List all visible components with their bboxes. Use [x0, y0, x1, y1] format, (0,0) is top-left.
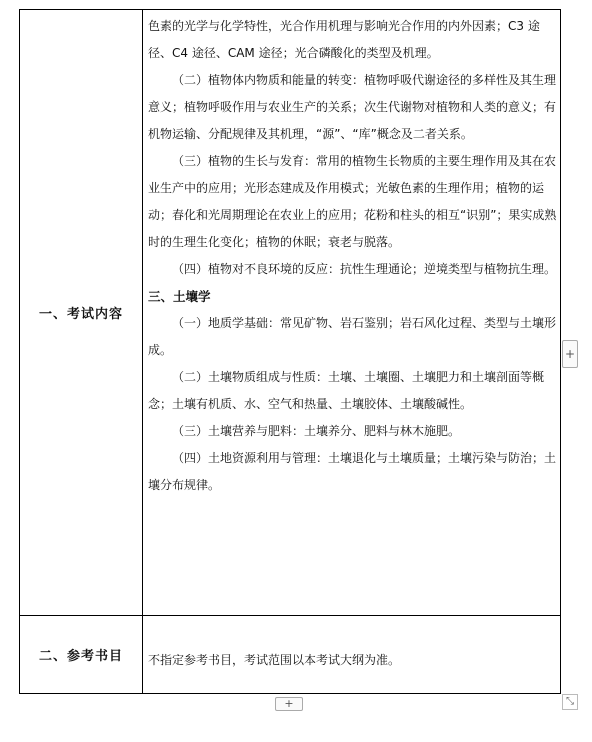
resize-handle-icon[interactable]: ⤡ [562, 694, 578, 710]
content-paragraph: （四）植物对不良环境的反应：抗性生理通论；逆境类型与植物抗生理。 [172, 262, 557, 276]
row-label-references: 二、参考书目 [38, 648, 123, 664]
content-paragraph: （三）植物的生长与发育：常用的植物生长物质的主要生理作用及其在农业生产中的应用；光形态建成及作用模式；光敏色素的生理作用；植物的运动；春化和光周期理论在农业上的应用；花粉和柱头的相互“识别”；果实成熟时的生理生化变化；植物的休眠；衰老与脱落。 [148, 154, 557, 249]
table-row-exam-content [20, 10, 560, 616]
table-row-references [20, 615, 560, 693]
outline-table [19, 9, 561, 694]
add-row-icon[interactable]: + [562, 340, 578, 368]
content-paragraph: 色素的光学与化学特性，光合作用机理与影响光合作用的内外因素；C3 途径、C4 途径、CAM 途径；光合磷酸化的类型及机理。 [148, 19, 540, 60]
content-paragraph: （二）植物体内物质和能量的转变：植物呼吸代谢途径的多样性及其生理意义；植物呼吸作用与农业生产的关系；次生代谢物对植物和人类的意义；有机物运输、分配规律及其机理，“源”、“库”概念及二者关系。 [148, 73, 557, 141]
content-paragraph: （三）土壤营养与肥料：土壤养分、肥料与林木施肥。 [172, 424, 461, 438]
row-label-exam-content: 一、考试内容 [38, 307, 123, 322]
content-paragraph: （二）土壤物质组成与性质：土壤、土壤圈、土壤肥力和土壤剖面等概念；土壤有机质、水、空气和热量、土壤胶体、土壤酸碱性。 [148, 370, 545, 411]
content-paragraph: （一）地质学基础：常见矿物、岩石鉴别；岩石风化过程、类型与土壤形成。 [148, 316, 557, 357]
label-cell [20, 615, 143, 693]
content-paragraph: （四）土地资源利用与管理：土壤退化与土壤质量；土壤污染与防治；土壤分布规律。 [148, 451, 557, 492]
references-text: 不指定参考书目，考试范围以本考试大纲为准。 [148, 653, 401, 667]
content-cell [148, 647, 557, 674]
label-cell [20, 10, 143, 615]
section-heading: 三、土壤学 [148, 289, 211, 304]
content-cell [148, 13, 557, 499]
add-column-icon[interactable]: + [275, 697, 303, 711]
